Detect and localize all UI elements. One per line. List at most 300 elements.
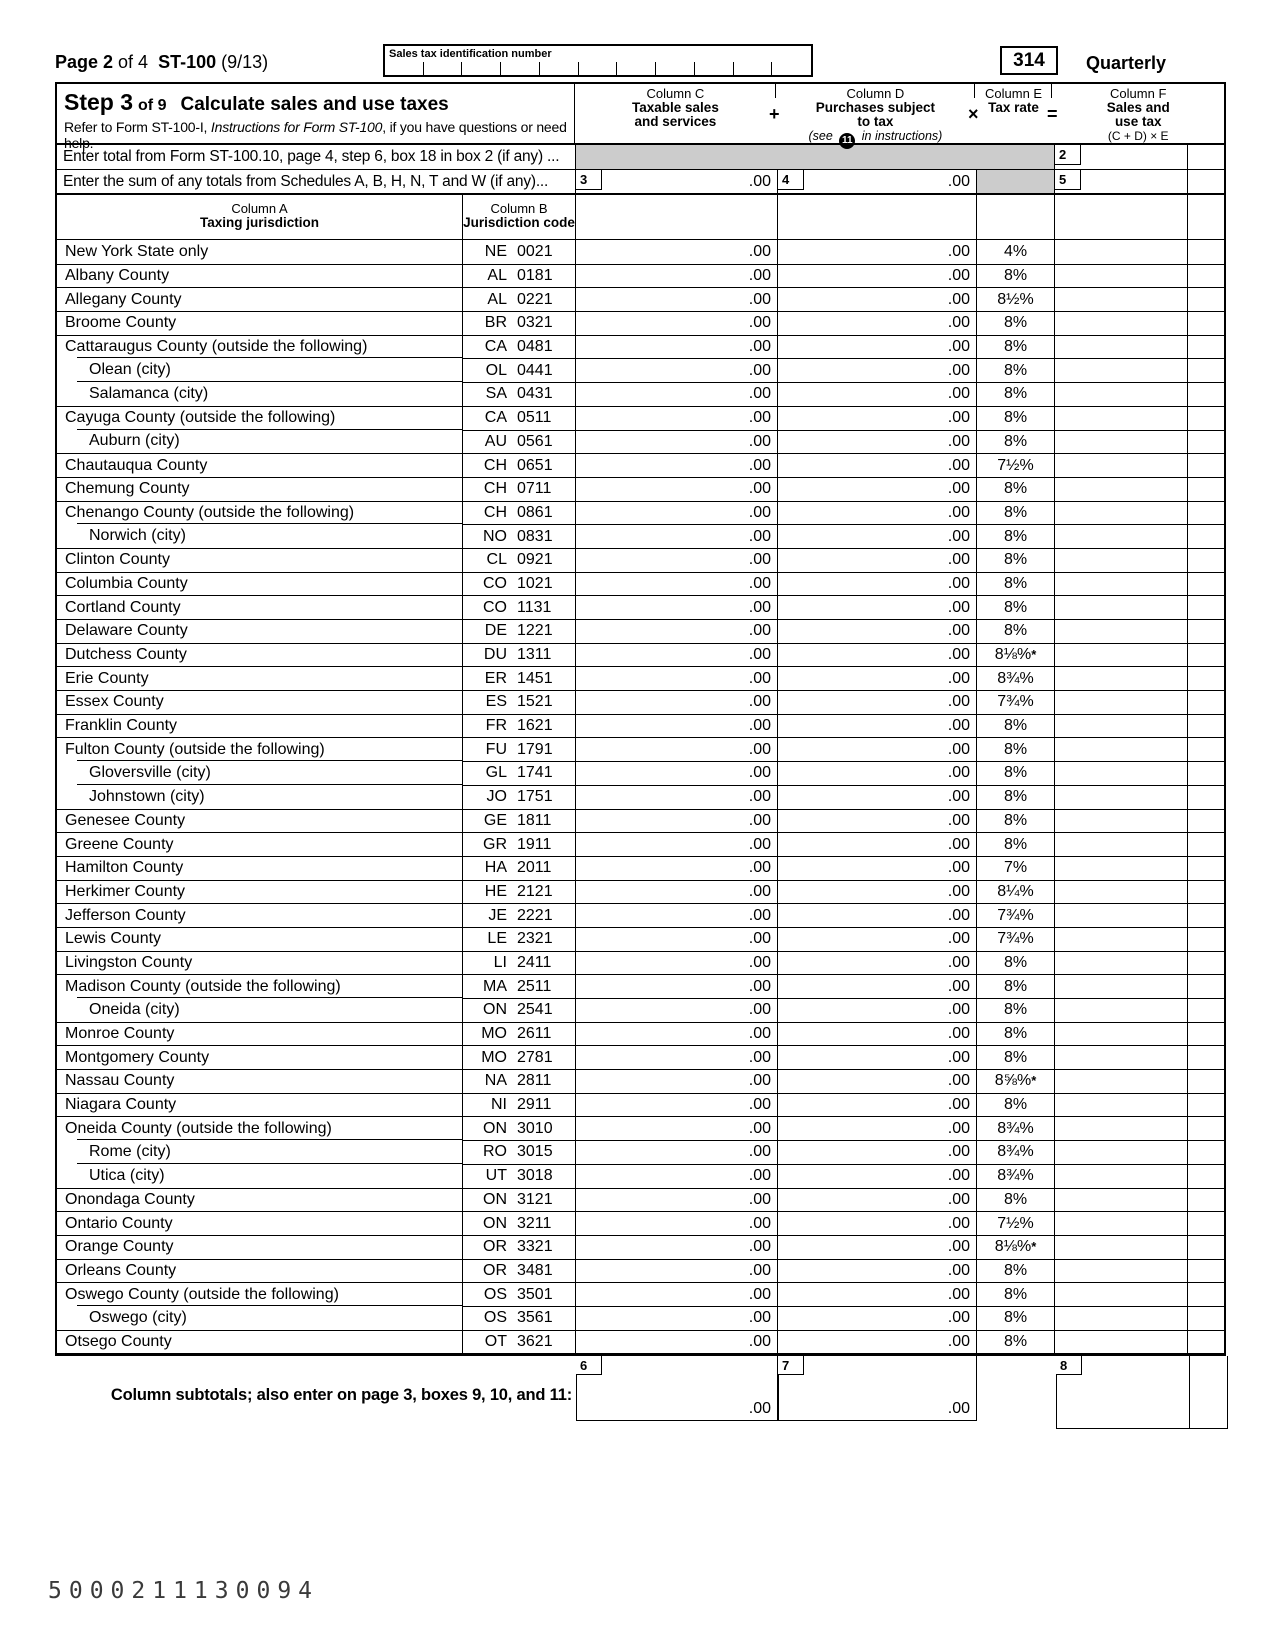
sales-tax-cell[interactable] <box>1055 690 1188 714</box>
cents-cell[interactable] <box>1188 832 1224 856</box>
sales-tax-cell[interactable] <box>1055 406 1188 430</box>
purchases-cell[interactable]: .00 <box>778 856 977 880</box>
purchases-cell[interactable]: .00 <box>778 501 977 525</box>
purchases-cell[interactable]: .00 <box>778 714 977 738</box>
tax-rate-cell: 8% <box>977 761 1055 785</box>
column-e-header: Column E Tax rate <box>975 84 1053 143</box>
jurisdiction-cell: Oswego County (outside the following) <box>57 1282 463 1306</box>
purchases-cell[interactable]: .00 <box>778 264 977 288</box>
tax-id-cell[interactable] <box>695 60 734 75</box>
table-row <box>57 809 1224 833</box>
taxable-sales-cell[interactable]: .00 <box>576 785 778 809</box>
sales-tax-cell[interactable] <box>1055 1116 1188 1140</box>
taxable-sales-cell[interactable]: .00 <box>576 1235 778 1259</box>
code-cell: JE 2221 <box>463 903 576 927</box>
sales-tax-cell[interactable] <box>1055 335 1188 359</box>
step-title: Calculate sales and use taxes <box>180 94 449 115</box>
code-cell: ON 3211 <box>463 1211 576 1235</box>
tax-rate-cell: 8% <box>977 809 1055 833</box>
cents-cell[interactable] <box>1188 761 1224 785</box>
sales-tax-table <box>55 82 1226 1356</box>
cents-cell[interactable] <box>1188 785 1224 809</box>
tax-rate-cell: 7¾% <box>977 903 1055 927</box>
cents-cell[interactable] <box>1188 1306 1224 1330</box>
cents-cell[interactable] <box>1188 477 1224 501</box>
taxable-sales-cell[interactable]: .00 <box>576 666 778 690</box>
tax-rate-cell: 8% <box>977 477 1055 501</box>
tax-rate-cell: 8% <box>977 595 1055 619</box>
cents-cell[interactable] <box>1188 358 1224 382</box>
taxable-sales-cell[interactable]: .00 <box>576 1259 778 1283</box>
column-f-header: Column F Sales and use tax (C + D) × E <box>1106 86 1170 143</box>
cents-cell[interactable] <box>1188 1069 1224 1093</box>
taxable-sales-cell[interactable]: .00 <box>576 1022 778 1046</box>
purchases-cell[interactable]: .00 <box>778 1235 977 1259</box>
cents-cell[interactable] <box>1188 548 1224 572</box>
code-cell: ER 1451 <box>463 666 576 690</box>
sales-tax-cell[interactable] <box>1055 737 1188 761</box>
taxable-sales-cell[interactable]: .00 <box>576 311 778 335</box>
purchases-cell[interactable]: .00 <box>778 406 977 430</box>
sales-tax-cell[interactable] <box>1055 619 1188 643</box>
purchases-cell[interactable]: .00 <box>778 311 977 335</box>
taxable-sales-cell[interactable]: .00 <box>576 287 778 311</box>
purchases-cell[interactable]: .00 <box>778 998 977 1022</box>
jurisdiction-cell: Cortland County <box>57 595 463 619</box>
taxable-sales-cell[interactable]: .00 <box>576 809 778 833</box>
purchases-cell[interactable]: .00 <box>778 1211 977 1235</box>
jurisdiction-cell: Allegany County <box>57 287 463 311</box>
box5-amount-cell[interactable] <box>1055 170 1188 193</box>
code-cell: GL 1741 <box>463 761 576 785</box>
table-row <box>57 1140 1224 1164</box>
subtotal-purchases-box[interactable]: 7 .00 <box>778 1356 977 1421</box>
table-row <box>57 880 1224 904</box>
purchases-cell[interactable]: .00 <box>778 809 977 833</box>
purchases-cell[interactable]: .00 <box>778 595 977 619</box>
jurisdiction-cell: Oneida County (outside the following) <box>57 1116 463 1140</box>
purchases-cell[interactable]: .00 <box>778 1164 977 1188</box>
sales-tax-cell[interactable] <box>1055 595 1188 619</box>
sales-tax-cell[interactable] <box>1055 880 1188 904</box>
taxable-sales-cell[interactable]: .00 <box>576 335 778 359</box>
taxable-sales-cell[interactable]: .00 <box>576 1045 778 1069</box>
code-cell: CH 0861 <box>463 501 576 525</box>
taxable-sales-cell[interactable]: .00 <box>576 1306 778 1330</box>
purchases-cell[interactable]: .00 <box>778 903 977 927</box>
taxable-sales-cell[interactable]: .00 <box>576 1093 778 1117</box>
taxable-sales-cell[interactable]: .00 <box>576 430 778 454</box>
cents-cell[interactable] <box>1188 595 1224 619</box>
form-type-code-box <box>1000 46 1058 75</box>
taxable-sales-cell[interactable]: .00 <box>576 406 778 430</box>
sales-tax-cell[interactable] <box>1055 264 1188 288</box>
cents-cell[interactable] <box>1188 666 1224 690</box>
tax-id-cell[interactable] <box>579 60 618 75</box>
sales-tax-cell[interactable] <box>1055 903 1188 927</box>
cents-cell[interactable] <box>1188 714 1224 738</box>
empty-cell <box>576 195 778 239</box>
taxable-sales-cell[interactable]: .00 <box>576 1069 778 1093</box>
purchases-cell[interactable]: .00 <box>778 880 977 904</box>
purchases-cell[interactable]: .00 <box>778 761 977 785</box>
sales-tax-cell[interactable] <box>1055 524 1188 548</box>
taxable-sales-cell[interactable]: .00 <box>576 714 778 738</box>
taxable-sales-cell[interactable]: .00 <box>576 690 778 714</box>
cents-cell[interactable] <box>1188 1045 1224 1069</box>
purchases-cell[interactable]: .00 <box>778 1069 977 1093</box>
taxable-sales-cell[interactable]: .00 <box>576 619 778 643</box>
purchases-cell[interactable]: .00 <box>778 1093 977 1117</box>
box3-4-5-row <box>57 170 1224 195</box>
purchases-cell[interactable]: .00 <box>778 358 977 382</box>
code-cell: RO 3015 <box>463 1140 576 1164</box>
sales-tax-cell[interactable] <box>1055 453 1188 477</box>
cents-cell[interactable] <box>1188 1282 1224 1306</box>
subtotal-sales-tax-box[interactable] <box>1056 1356 1228 1429</box>
cents-cell[interactable] <box>1188 501 1224 525</box>
table-row <box>57 382 1224 406</box>
jurisdiction-cell: Genesee County <box>57 809 463 833</box>
jurisdiction-cell: Utica (city) <box>57 1164 463 1188</box>
jurisdiction-cell: Franklin County <box>57 714 463 738</box>
purchases-cell[interactable]: .00 <box>778 1045 977 1069</box>
cents-cell[interactable] <box>1188 170 1224 193</box>
times-sign: × <box>968 104 979 124</box>
tax-rate-cell: 7¾% <box>977 690 1055 714</box>
taxable-sales-cell[interactable]: .00 <box>576 240 778 264</box>
sales-tax-cell[interactable] <box>1055 666 1188 690</box>
sales-tax-cell[interactable] <box>1055 974 1188 998</box>
tax-id-cell[interactable] <box>617 60 656 75</box>
purchases-cell[interactable]: .00 <box>778 1022 977 1046</box>
tax-id-cell[interactable] <box>424 60 463 75</box>
sales-tax-cell[interactable] <box>1055 548 1188 572</box>
sales-tax-cell[interactable] <box>1055 1306 1188 1330</box>
shaded-area <box>576 145 1055 169</box>
code-cell: NA 2811 <box>463 1069 576 1093</box>
cents-cell[interactable] <box>1188 382 1224 406</box>
sales-tax-cell[interactable] <box>1055 287 1188 311</box>
sales-tax-cell[interactable] <box>1055 643 1188 667</box>
purchases-cell[interactable]: .00 <box>778 430 977 454</box>
sales-tax-cell[interactable] <box>1055 358 1188 382</box>
sales-tax-cell[interactable] <box>1055 1164 1188 1188</box>
cents-cell[interactable] <box>1188 430 1224 454</box>
cents-cell[interactable] <box>1188 1093 1224 1117</box>
jurisdiction-cell: Delaware County <box>57 619 463 643</box>
purchases-cell[interactable]: .00 <box>778 382 977 406</box>
cents-cell[interactable] <box>1188 927 1224 951</box>
code-cell: CO 1021 <box>463 572 576 596</box>
cents-cell[interactable] <box>1188 1259 1224 1283</box>
step-title-cell <box>57 84 575 151</box>
table-row <box>57 761 1224 785</box>
box2-amount-cell[interactable] <box>1055 145 1188 169</box>
sales-tax-cell[interactable] <box>1055 1069 1188 1093</box>
tax-rate-cell: 8% <box>977 785 1055 809</box>
taxable-sales-cell[interactable]: .00 <box>576 548 778 572</box>
taxable-sales-cell[interactable]: .00 <box>576 998 778 1022</box>
jurisdiction-cell: Dutchess County <box>57 643 463 667</box>
cents-cell[interactable] <box>1188 737 1224 761</box>
taxable-sales-cell[interactable]: .00 <box>576 761 778 785</box>
box3-amount-cell[interactable]: 3 .00 <box>576 170 778 193</box>
step3-sheet <box>55 82 1226 1436</box>
purchases-cell[interactable]: .00 <box>778 643 977 667</box>
sales-tax-cell[interactable] <box>1055 311 1188 335</box>
tax-id-input[interactable] <box>385 60 811 75</box>
taxable-sales-cell[interactable]: .00 <box>576 264 778 288</box>
cents-cell[interactable] <box>1188 240 1224 264</box>
box2-row-label: Enter total from Form ST-100.10, page 4, step 6, box 18 in box 2 (if any) ... <box>57 145 576 169</box>
sales-tax-cell[interactable] <box>1055 785 1188 809</box>
tax-rate-cell: 8% <box>977 714 1055 738</box>
cents-cell[interactable] <box>1188 1235 1224 1259</box>
sales-tax-cell[interactable] <box>1055 1330 1188 1354</box>
code-cell: MO 2781 <box>463 1045 576 1069</box>
taxable-sales-cell[interactable]: .00 <box>576 737 778 761</box>
purchases-cell[interactable]: .00 <box>778 477 977 501</box>
sales-tax-cell[interactable] <box>1055 430 1188 454</box>
cents-cell[interactable] <box>1188 1022 1224 1046</box>
cents-cell[interactable] <box>1188 643 1224 667</box>
taxable-sales-cell[interactable]: .00 <box>576 1164 778 1188</box>
tax-rate-cell: 8% <box>977 406 1055 430</box>
cents-cell[interactable] <box>1188 453 1224 477</box>
sales-tax-cell[interactable] <box>1055 1140 1188 1164</box>
column-ab-header-band <box>57 195 1224 240</box>
code-cell: ES 1521 <box>463 690 576 714</box>
sales-tax-cell[interactable] <box>1055 927 1188 951</box>
sales-tax-cell[interactable] <box>1055 1259 1188 1283</box>
purchases-cell[interactable]: .00 <box>778 240 977 264</box>
sales-tax-cell[interactable] <box>1055 1045 1188 1069</box>
tax-rate-cell: 8% <box>977 548 1055 572</box>
jurisdiction-cell: Broome County <box>57 311 463 335</box>
cents-cell[interactable] <box>1188 974 1224 998</box>
code-cell: CA 0481 <box>463 335 576 359</box>
purchases-cell[interactable]: .00 <box>778 1188 977 1212</box>
code-cell: ON 3010 <box>463 1116 576 1140</box>
table-row <box>57 1330 1224 1354</box>
box-7: 7 <box>778 1355 804 1375</box>
code-cell: UT 3018 <box>463 1164 576 1188</box>
tax-id-cell[interactable] <box>385 60 424 75</box>
taxable-sales-cell[interactable]: .00 <box>576 903 778 927</box>
cents-cell[interactable] <box>1188 619 1224 643</box>
taxable-sales-cell[interactable]: .00 <box>576 1211 778 1235</box>
sales-tax-cell[interactable] <box>1055 572 1188 596</box>
purchases-cell[interactable]: .00 <box>778 1116 977 1140</box>
purchases-cell[interactable]: .00 <box>778 785 977 809</box>
cents-cell[interactable] <box>1188 1140 1224 1164</box>
step-of: of 9 <box>138 97 167 114</box>
code-cell: OT 3621 <box>463 1330 576 1354</box>
cents-cell[interactable] <box>1188 951 1224 975</box>
sales-tax-cell[interactable] <box>1055 809 1188 833</box>
table-row <box>57 264 1224 288</box>
form-code: ST-100 <box>158 52 217 72</box>
tax-rate-cell: 8% <box>977 311 1055 335</box>
tax-rate-cell: 8¾% <box>977 1164 1055 1188</box>
taxable-sales-cell[interactable]: .00 <box>576 501 778 525</box>
tax-id-label: Sales tax identification number <box>389 48 552 60</box>
table-row <box>57 453 1224 477</box>
tax-rate-cell: 8% <box>977 358 1055 382</box>
purchases-cell[interactable]: .00 <box>778 1282 977 1306</box>
purchases-cell[interactable]: .00 <box>778 666 977 690</box>
cents-cell[interactable] <box>1188 311 1224 335</box>
purchases-cell[interactable]: .00 <box>778 737 977 761</box>
sales-tax-cell[interactable] <box>1055 1093 1188 1117</box>
sales-tax-cell[interactable] <box>1055 1188 1188 1212</box>
empty-cell <box>977 195 1055 239</box>
taxable-sales-cell[interactable]: .00 <box>576 382 778 406</box>
sales-tax-cell[interactable] <box>1055 714 1188 738</box>
taxable-sales-cell[interactable]: .00 <box>576 453 778 477</box>
cents-cell[interactable] <box>1188 572 1224 596</box>
sales-tax-cell[interactable] <box>1055 382 1188 406</box>
purchases-cell[interactable]: .00 <box>778 1330 977 1354</box>
cents-cell[interactable] <box>1188 856 1224 880</box>
jurisdiction-cell: Gloversville (city) <box>57 761 463 785</box>
taxable-sales-cell[interactable]: .00 <box>576 572 778 596</box>
purchases-cell[interactable]: .00 <box>778 548 977 572</box>
purchases-cell[interactable]: .00 <box>778 453 977 477</box>
purchases-cell[interactable]: .00 <box>778 619 977 643</box>
table-row <box>57 998 1224 1022</box>
subtotal-taxable-sales-box[interactable]: 6 .00 <box>576 1356 778 1421</box>
step-number: Step 3 <box>64 89 134 115</box>
taxable-sales-cell[interactable]: .00 <box>576 927 778 951</box>
tax-id-cell[interactable] <box>462 60 501 75</box>
cents-cell[interactable] <box>1188 998 1224 1022</box>
sales-tax-cell[interactable] <box>1055 832 1188 856</box>
taxable-sales-cell[interactable]: .00 <box>576 524 778 548</box>
cents-cell[interactable] <box>1188 903 1224 927</box>
taxable-sales-cell[interactable]: .00 <box>576 832 778 856</box>
taxable-sales-cell[interactable]: .00 <box>576 643 778 667</box>
tax-id-cell[interactable] <box>501 60 540 75</box>
jurisdiction-cell: Albany County <box>57 264 463 288</box>
tax-id-cell[interactable] <box>772 60 811 75</box>
taxable-sales-cell[interactable]: .00 <box>576 477 778 501</box>
table-row <box>57 1022 1224 1046</box>
jurisdiction-cell: Norwich (city) <box>57 524 463 548</box>
sales-tax-cell[interactable] <box>1055 1282 1188 1306</box>
taxable-sales-cell[interactable]: .00 <box>576 1140 778 1164</box>
tax-rate-cell: 8⅛% * <box>977 643 1055 667</box>
taxable-sales-cell[interactable]: .00 <box>576 1330 778 1354</box>
purchases-cell[interactable]: .00 <box>778 1306 977 1330</box>
taxable-sales-cell[interactable]: .00 <box>576 974 778 998</box>
sales-tax-cell[interactable] <box>1055 856 1188 880</box>
code-cell: CO 1131 <box>463 595 576 619</box>
empty-cell <box>1055 195 1188 239</box>
jurisdiction-cell: Chautauqua County <box>57 453 463 477</box>
purchases-cell[interactable]: .00 <box>778 832 977 856</box>
purchases-cell[interactable]: .00 <box>778 524 977 548</box>
purchases-cell[interactable]: .00 <box>778 690 977 714</box>
code-cell: CH 0651 <box>463 453 576 477</box>
purchases-cell[interactable]: .00 <box>778 1259 977 1283</box>
purchases-cell[interactable]: .00 <box>778 572 977 596</box>
tax-rate-cell: 8% <box>977 1022 1055 1046</box>
taxable-sales-cell[interactable]: .00 <box>576 1116 778 1140</box>
sales-tax-cell[interactable] <box>1055 240 1188 264</box>
cents-cell[interactable] <box>1188 880 1224 904</box>
purchases-cell[interactable]: .00 <box>778 951 977 975</box>
table-row <box>57 595 1224 619</box>
tax-id-cell[interactable] <box>540 60 579 75</box>
code-cell: OS 3501 <box>463 1282 576 1306</box>
purchases-cell[interactable]: .00 <box>778 927 977 951</box>
table-row <box>57 477 1224 501</box>
cents-cell[interactable] <box>1188 1116 1224 1140</box>
cents-cell[interactable] <box>1188 1211 1224 1235</box>
purchases-cell[interactable]: .00 <box>778 335 977 359</box>
taxable-sales-cell[interactable]: .00 <box>576 856 778 880</box>
cents-cell[interactable] <box>1188 1188 1224 1212</box>
sales-tax-cell[interactable] <box>1055 1022 1188 1046</box>
cents-cell[interactable] <box>1188 1164 1224 1188</box>
jurisdiction-cell: Cattaraugus County (outside the following) <box>57 335 463 359</box>
filing-period-label: Quarterly <box>1086 53 1167 73</box>
empty-cell <box>778 195 977 239</box>
sales-tax-cell[interactable] <box>1055 951 1188 975</box>
cents-cell[interactable] <box>1188 406 1224 430</box>
purchases-cell[interactable]: .00 <box>778 287 977 311</box>
sales-tax-cell[interactable] <box>1055 761 1188 785</box>
sales-tax-cell[interactable] <box>1055 501 1188 525</box>
table-row <box>57 832 1224 856</box>
jurisdiction-cell: Greene County <box>57 832 463 856</box>
taxable-sales-cell[interactable]: .00 <box>576 358 778 382</box>
jurisdiction-cell: Monroe County <box>57 1022 463 1046</box>
taxable-sales-cell[interactable]: .00 <box>576 1282 778 1306</box>
page-number: Page 2 <box>55 52 114 72</box>
cents-cell[interactable] <box>1188 524 1224 548</box>
sales-tax-cell[interactable] <box>1055 477 1188 501</box>
cents-cell[interactable] <box>1188 690 1224 714</box>
cents-cell[interactable] <box>1188 1330 1224 1354</box>
purchases-cell[interactable]: .00 <box>778 1140 977 1164</box>
tax-rate-cell: 8% <box>977 619 1055 643</box>
cents-cell[interactable] <box>1188 264 1224 288</box>
box-3: 3 <box>576 170 602 190</box>
tax-rate-cell: 8¾% <box>977 666 1055 690</box>
taxable-sales-cell[interactable]: .00 <box>576 1188 778 1212</box>
box4-amount-cell[interactable]: 4 .00 <box>778 170 977 193</box>
jurisdiction-cell: Onondaga County <box>57 1188 463 1212</box>
cents-cell[interactable] <box>1188 145 1224 169</box>
cents-cell[interactable] <box>1188 287 1224 311</box>
sales-tax-cell[interactable] <box>1055 1235 1188 1259</box>
purchases-cell[interactable]: .00 <box>778 974 977 998</box>
jurisdiction-cell: Madison County (outside the following) <box>57 974 463 998</box>
tax-id-cell[interactable] <box>656 60 695 75</box>
tax-rate-cell: 8% <box>977 382 1055 406</box>
taxable-sales-cell[interactable]: .00 <box>576 880 778 904</box>
tax-id-cell[interactable] <box>734 60 773 75</box>
sales-tax-cell[interactable] <box>1055 998 1188 1022</box>
taxable-sales-cell[interactable]: .00 <box>576 951 778 975</box>
cents-cell[interactable] <box>1188 335 1224 359</box>
sales-tax-cell[interactable] <box>1055 1211 1188 1235</box>
cents-cell[interactable] <box>1188 809 1224 833</box>
taxable-sales-cell[interactable]: .00 <box>576 595 778 619</box>
